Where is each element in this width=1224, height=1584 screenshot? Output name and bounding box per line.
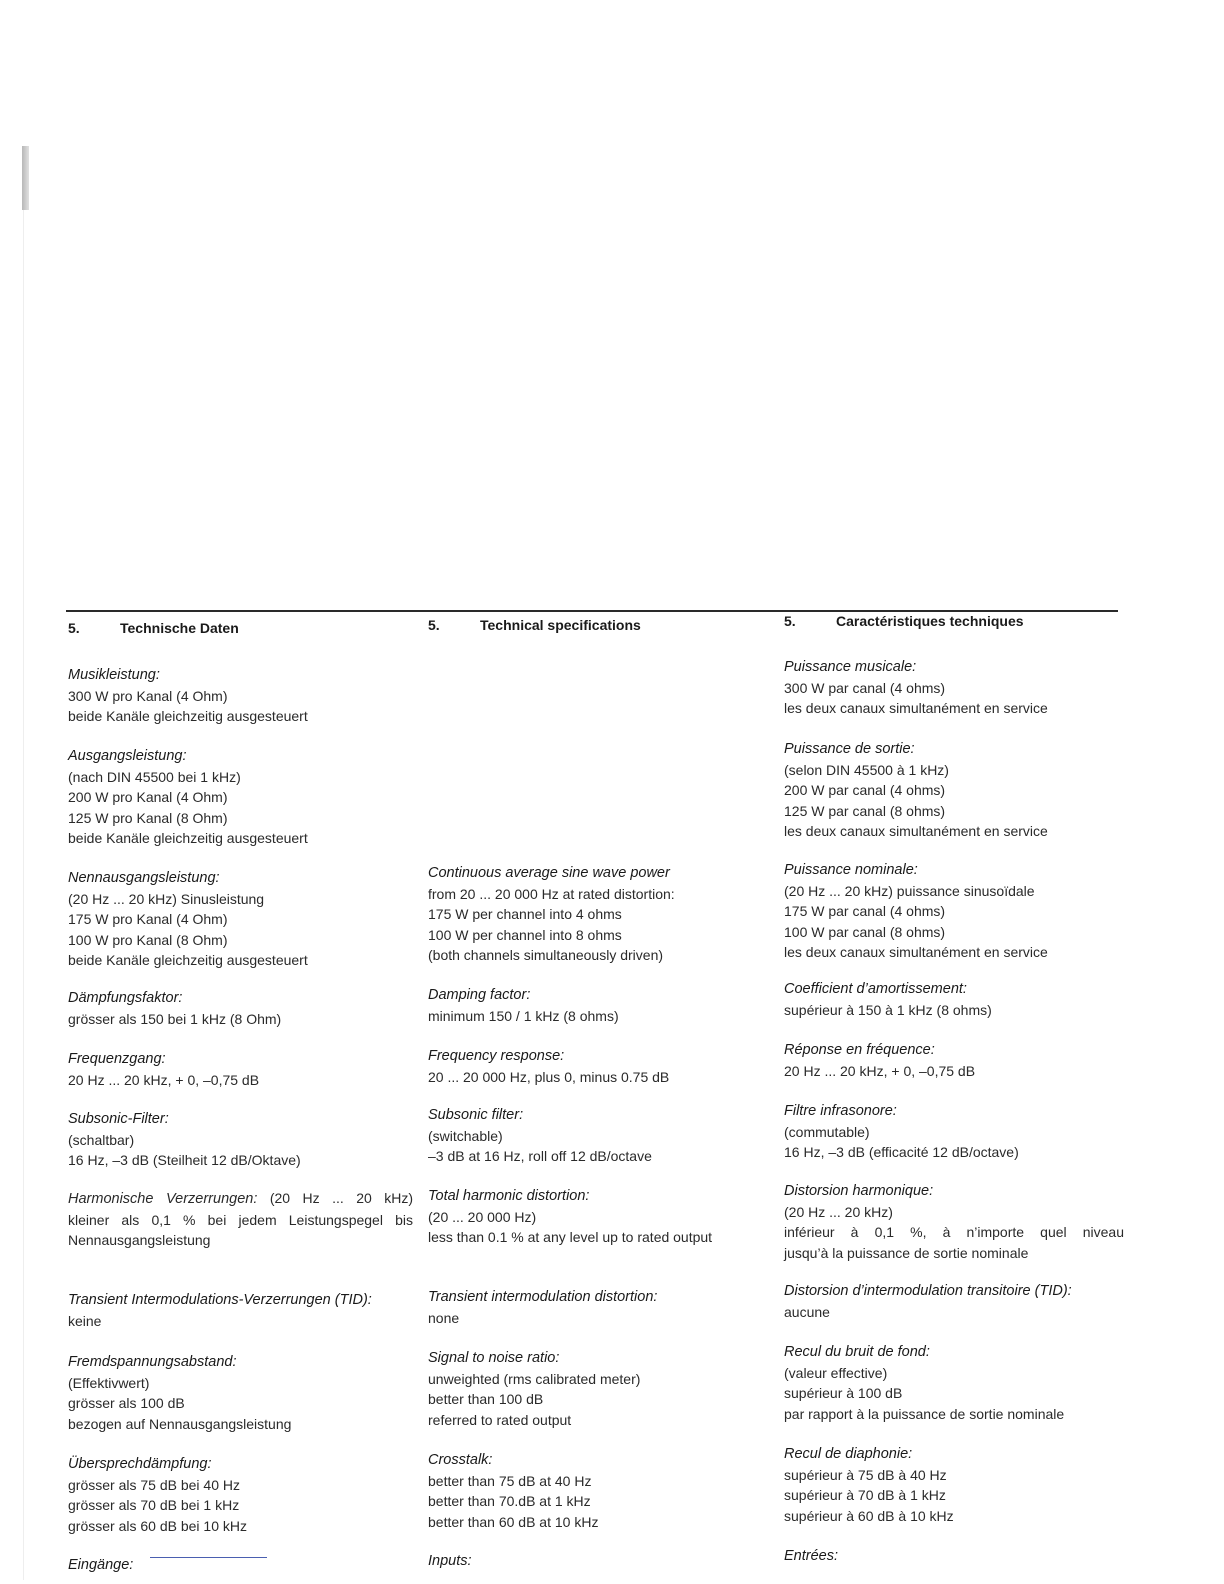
spec-line: (selon DIN 45500 à 1 kHz) bbox=[784, 761, 949, 778]
spec-block bbox=[784, 1181, 1124, 1263]
spec-line: less than 0.1 % at any level up to rated output bbox=[428, 1229, 713, 1245]
spec-line: (20 Hz ... 20 kHz) Sinusleistung bbox=[68, 890, 265, 907]
scan-edge-shadow bbox=[22, 146, 29, 210]
spec-line: (20 Hz ... 20 kHz) bbox=[784, 1203, 893, 1220]
spec-label: Recul de diaphonie: bbox=[784, 1446, 913, 1462]
spec-line: (valeur effective) bbox=[784, 1364, 888, 1381]
spec-label: Übersprechdämpfung: bbox=[68, 1456, 212, 1472]
spec-label: Ausgangsleistung: bbox=[68, 748, 187, 764]
spec-label: Transient Intermodulations-Verzerrungen (TID): bbox=[68, 1292, 372, 1308]
spec-line: grösser als 150 bei 1 kHz (8 Ohm) bbox=[68, 1010, 282, 1027]
spec-label: Distorsion d’intermodulation transitoire (TID): bbox=[784, 1283, 1072, 1299]
spec-line: grösser als 75 dB bei 40 Hz bbox=[68, 1476, 240, 1493]
spec-block bbox=[428, 1551, 773, 1572]
spec-line: 100 W par canal (8 ohms) bbox=[784, 923, 946, 940]
spec-block bbox=[68, 1109, 413, 1171]
section-rule bbox=[66, 610, 1118, 612]
spec-line: (switchable) bbox=[428, 1127, 503, 1144]
spec-label: Réponse en fréquence: bbox=[784, 1042, 935, 1058]
spec-label: Frequenzgang: bbox=[68, 1051, 166, 1067]
spec-block bbox=[68, 1188, 413, 1251]
spec-label: Filtre infrasonore: bbox=[784, 1103, 897, 1119]
spec-label: Dämpfungsfaktor: bbox=[68, 990, 183, 1006]
spec-label: Crosstalk: bbox=[428, 1452, 493, 1468]
spec-line: 200 W pro Kanal (4 Ohm) bbox=[68, 789, 228, 805]
spec-line: 200 W par canal (4 ohms) bbox=[784, 782, 946, 798]
spec-line: (schaltbar) bbox=[68, 1131, 135, 1148]
spec-label: Nennausgangsleistung: bbox=[68, 870, 220, 886]
spec-line: Nennausgangsleistung bbox=[68, 1232, 211, 1248]
section-title: Technische Daten bbox=[120, 620, 239, 636]
spec-line: les deux canaux simultanément en service bbox=[784, 944, 1048, 960]
spec-block bbox=[68, 746, 413, 849]
spec-line: jusqu’à la puissance de sortie nominale bbox=[784, 1244, 1029, 1261]
spec-line: better than 75 dB at 40 Hz bbox=[428, 1472, 592, 1489]
spec-line: supérieur à 70 dB à 1 kHz bbox=[784, 1487, 946, 1503]
section-number: 5. bbox=[428, 617, 440, 633]
spec-line: beide Kanäle gleichzeitig ausgesteuert bbox=[68, 830, 308, 846]
section-heading bbox=[428, 617, 641, 633]
spec-line: 20 ... 20 000 Hz, plus 0, minus 0.75 dB bbox=[428, 1068, 670, 1085]
spec-block bbox=[68, 1454, 413, 1536]
spec-line: from 20 ... 20 000 Hz at rated distortion: bbox=[428, 885, 675, 902]
spec-block bbox=[784, 1546, 1124, 1567]
spec-block bbox=[784, 1101, 1124, 1163]
spec-line: 100 W per channel into 8 ohms bbox=[428, 926, 622, 943]
spec-label: Musikleistung: bbox=[68, 667, 160, 683]
spec-line: better than 70.dB at 1 kHz bbox=[428, 1493, 591, 1509]
spec-block bbox=[68, 665, 413, 727]
spec-block bbox=[428, 1046, 773, 1087]
spec-line: les deux canaux simultanément en service bbox=[784, 700, 1048, 716]
spec-label: Puissance nominale: bbox=[784, 862, 918, 878]
spec-block bbox=[428, 1105, 773, 1167]
pen-underline-mark bbox=[150, 1557, 267, 1558]
spec-line: 175 W per channel into 4 ohms bbox=[428, 906, 622, 922]
spec-line: les deux canaux simultanément en service bbox=[784, 823, 1048, 839]
spec-block bbox=[428, 985, 773, 1026]
spec-line: 16 Hz, –3 dB (Steilheit 12 dB/Oktave) bbox=[68, 1152, 301, 1168]
spec-line: 100 W pro Kanal (8 Ohm) bbox=[68, 931, 228, 948]
spec-line: (nach DIN 45500 bei 1 kHz) bbox=[68, 768, 241, 785]
spec-label: Signal to noise ratio: bbox=[428, 1350, 560, 1366]
spec-block bbox=[784, 1040, 1124, 1081]
spec-line: (20 ... 20 000 Hz) bbox=[428, 1208, 537, 1225]
spec-line: none bbox=[428, 1309, 460, 1326]
spec-line: 175 W pro Kanal (4 Ohm) bbox=[68, 911, 228, 927]
spec-block bbox=[784, 739, 1124, 842]
spec-block bbox=[68, 988, 413, 1029]
spec-block bbox=[784, 860, 1124, 963]
spec-line: aucune bbox=[784, 1303, 830, 1320]
spec-line: unweighted (rms calibrated meter) bbox=[428, 1370, 641, 1387]
spec-block bbox=[68, 1555, 413, 1576]
spec-label: Subsonic filter: bbox=[428, 1107, 524, 1123]
spec-block bbox=[428, 863, 773, 966]
spec-line: –3 dB at 16 Hz, roll off 12 dB/octave bbox=[428, 1148, 652, 1164]
spec-block bbox=[68, 868, 413, 971]
section-title: Caractéristiques techniques bbox=[836, 613, 1024, 629]
spec-label: Fremdspannungsabstand: bbox=[68, 1354, 237, 1370]
spec-line: grösser als 60 dB bei 10 kHz bbox=[68, 1517, 247, 1534]
section-number: 5. bbox=[68, 620, 80, 636]
spec-label: Total harmonic distortion: bbox=[428, 1188, 590, 1204]
spec-line: 125 W pro Kanal (8 Ohm) bbox=[68, 809, 228, 826]
spec-label: Puissance de sortie: bbox=[784, 741, 915, 757]
spec-line: supérieur à 60 dB à 10 kHz bbox=[784, 1507, 954, 1524]
spec-line: grösser als 100 dB bbox=[68, 1395, 185, 1411]
spec-line: bezogen auf Nennausgangsleistung bbox=[68, 1415, 292, 1432]
section-title: Technical specifications bbox=[480, 617, 641, 633]
spec-block bbox=[784, 1444, 1124, 1526]
spec-line: (Effektivwert) bbox=[68, 1374, 150, 1391]
spec-line: grösser als 70 dB bei 1 kHz bbox=[68, 1497, 240, 1513]
spec-block bbox=[784, 657, 1124, 719]
section-number: 5. bbox=[784, 613, 796, 629]
spec-block bbox=[428, 1287, 773, 1328]
spec-label: Frequency response: bbox=[428, 1048, 565, 1064]
spec-line: better than 100 dB bbox=[428, 1391, 544, 1407]
spec-label: Eingänge: bbox=[68, 1557, 134, 1573]
scan-edge-line bbox=[23, 210, 24, 1580]
spec-label: Recul du bruit de fond: bbox=[784, 1344, 930, 1360]
spec-line: better than 60 dB at 10 kHz bbox=[428, 1513, 599, 1530]
spec-block bbox=[68, 1049, 413, 1090]
spec-line: inférieur à 0,1 %, à n’importe quel niveau bbox=[784, 1224, 1124, 1240]
spec-line: 300 W pro Kanal (4 Ohm) bbox=[68, 687, 228, 704]
spec-line: 20 Hz ... 20 kHz, + 0, –0,75 dB bbox=[68, 1071, 260, 1088]
spec-line: supérieur à 75 dB à 40 Hz bbox=[784, 1466, 947, 1483]
spec-label: Transient intermodulation distortion: bbox=[428, 1289, 658, 1305]
spec-label: Entrées: bbox=[784, 1548, 838, 1564]
section-heading bbox=[784, 613, 1024, 629]
spec-line: 300 W par canal (4 ohms) bbox=[784, 679, 946, 696]
spec-line: beide Kanäle gleichzeitig ausgesteuert bbox=[68, 952, 308, 968]
spec-line: 175 W par canal (4 ohms) bbox=[784, 903, 946, 919]
section-heading bbox=[68, 620, 239, 636]
spec-inline-value: (20 Hz ... 20 kHz) bbox=[269, 1190, 414, 1206]
spec-block bbox=[68, 1290, 413, 1331]
spec-label: Inputs: bbox=[428, 1553, 472, 1569]
spec-line: keine bbox=[68, 1312, 102, 1329]
spec-line: supérieur à 150 à 1 kHz (8 ohms) bbox=[784, 1001, 992, 1018]
spec-block bbox=[428, 1348, 773, 1430]
spec-label: Coefficient d’amortissement: bbox=[784, 981, 967, 997]
spec-label: Continuous average sine wave power bbox=[428, 865, 670, 881]
spec-label: Subsonic-Filter: bbox=[68, 1111, 169, 1127]
spec-line: kleiner als 0,1 % bei jedem Leistungspegel bis bbox=[68, 1211, 413, 1228]
spec-line: supérieur à 100 dB bbox=[784, 1385, 903, 1401]
spec-block bbox=[428, 1186, 773, 1248]
spec-line: (20 Hz ... 20 kHz) puissance sinusoïdale bbox=[784, 882, 1035, 899]
spec-label: Harmonische Verzerrungen: bbox=[68, 1191, 258, 1207]
spec-line: 16 Hz, –3 dB (efficacité 12 dB/octave) bbox=[784, 1144, 1019, 1160]
spec-line: minimum 150 / 1 kHz (8 ohms) bbox=[428, 1007, 619, 1024]
spec-line: 125 W par canal (8 ohms) bbox=[784, 802, 946, 819]
spec-block bbox=[784, 979, 1124, 1020]
spec-label: Distorsion harmonique: bbox=[784, 1183, 934, 1199]
spec-label: Damping factor: bbox=[428, 987, 531, 1003]
spec-line: (both channels simultaneously driven) bbox=[428, 947, 664, 963]
spec-block bbox=[428, 1450, 773, 1532]
spec-line: (commutable) bbox=[784, 1123, 870, 1140]
spec-block bbox=[68, 1352, 413, 1434]
spec-label: Puissance musicale: bbox=[784, 659, 917, 675]
spec-line: beide Kanäle gleichzeitig ausgesteuert bbox=[68, 708, 308, 724]
spec-line: referred to rated output bbox=[428, 1411, 572, 1428]
spec-block bbox=[784, 1342, 1124, 1424]
spec-block bbox=[784, 1281, 1124, 1322]
spec-line: par rapport à la puissance de sortie nominale bbox=[784, 1405, 1065, 1422]
spec-line: 20 Hz ... 20 kHz, + 0, –0,75 dB bbox=[784, 1062, 976, 1079]
